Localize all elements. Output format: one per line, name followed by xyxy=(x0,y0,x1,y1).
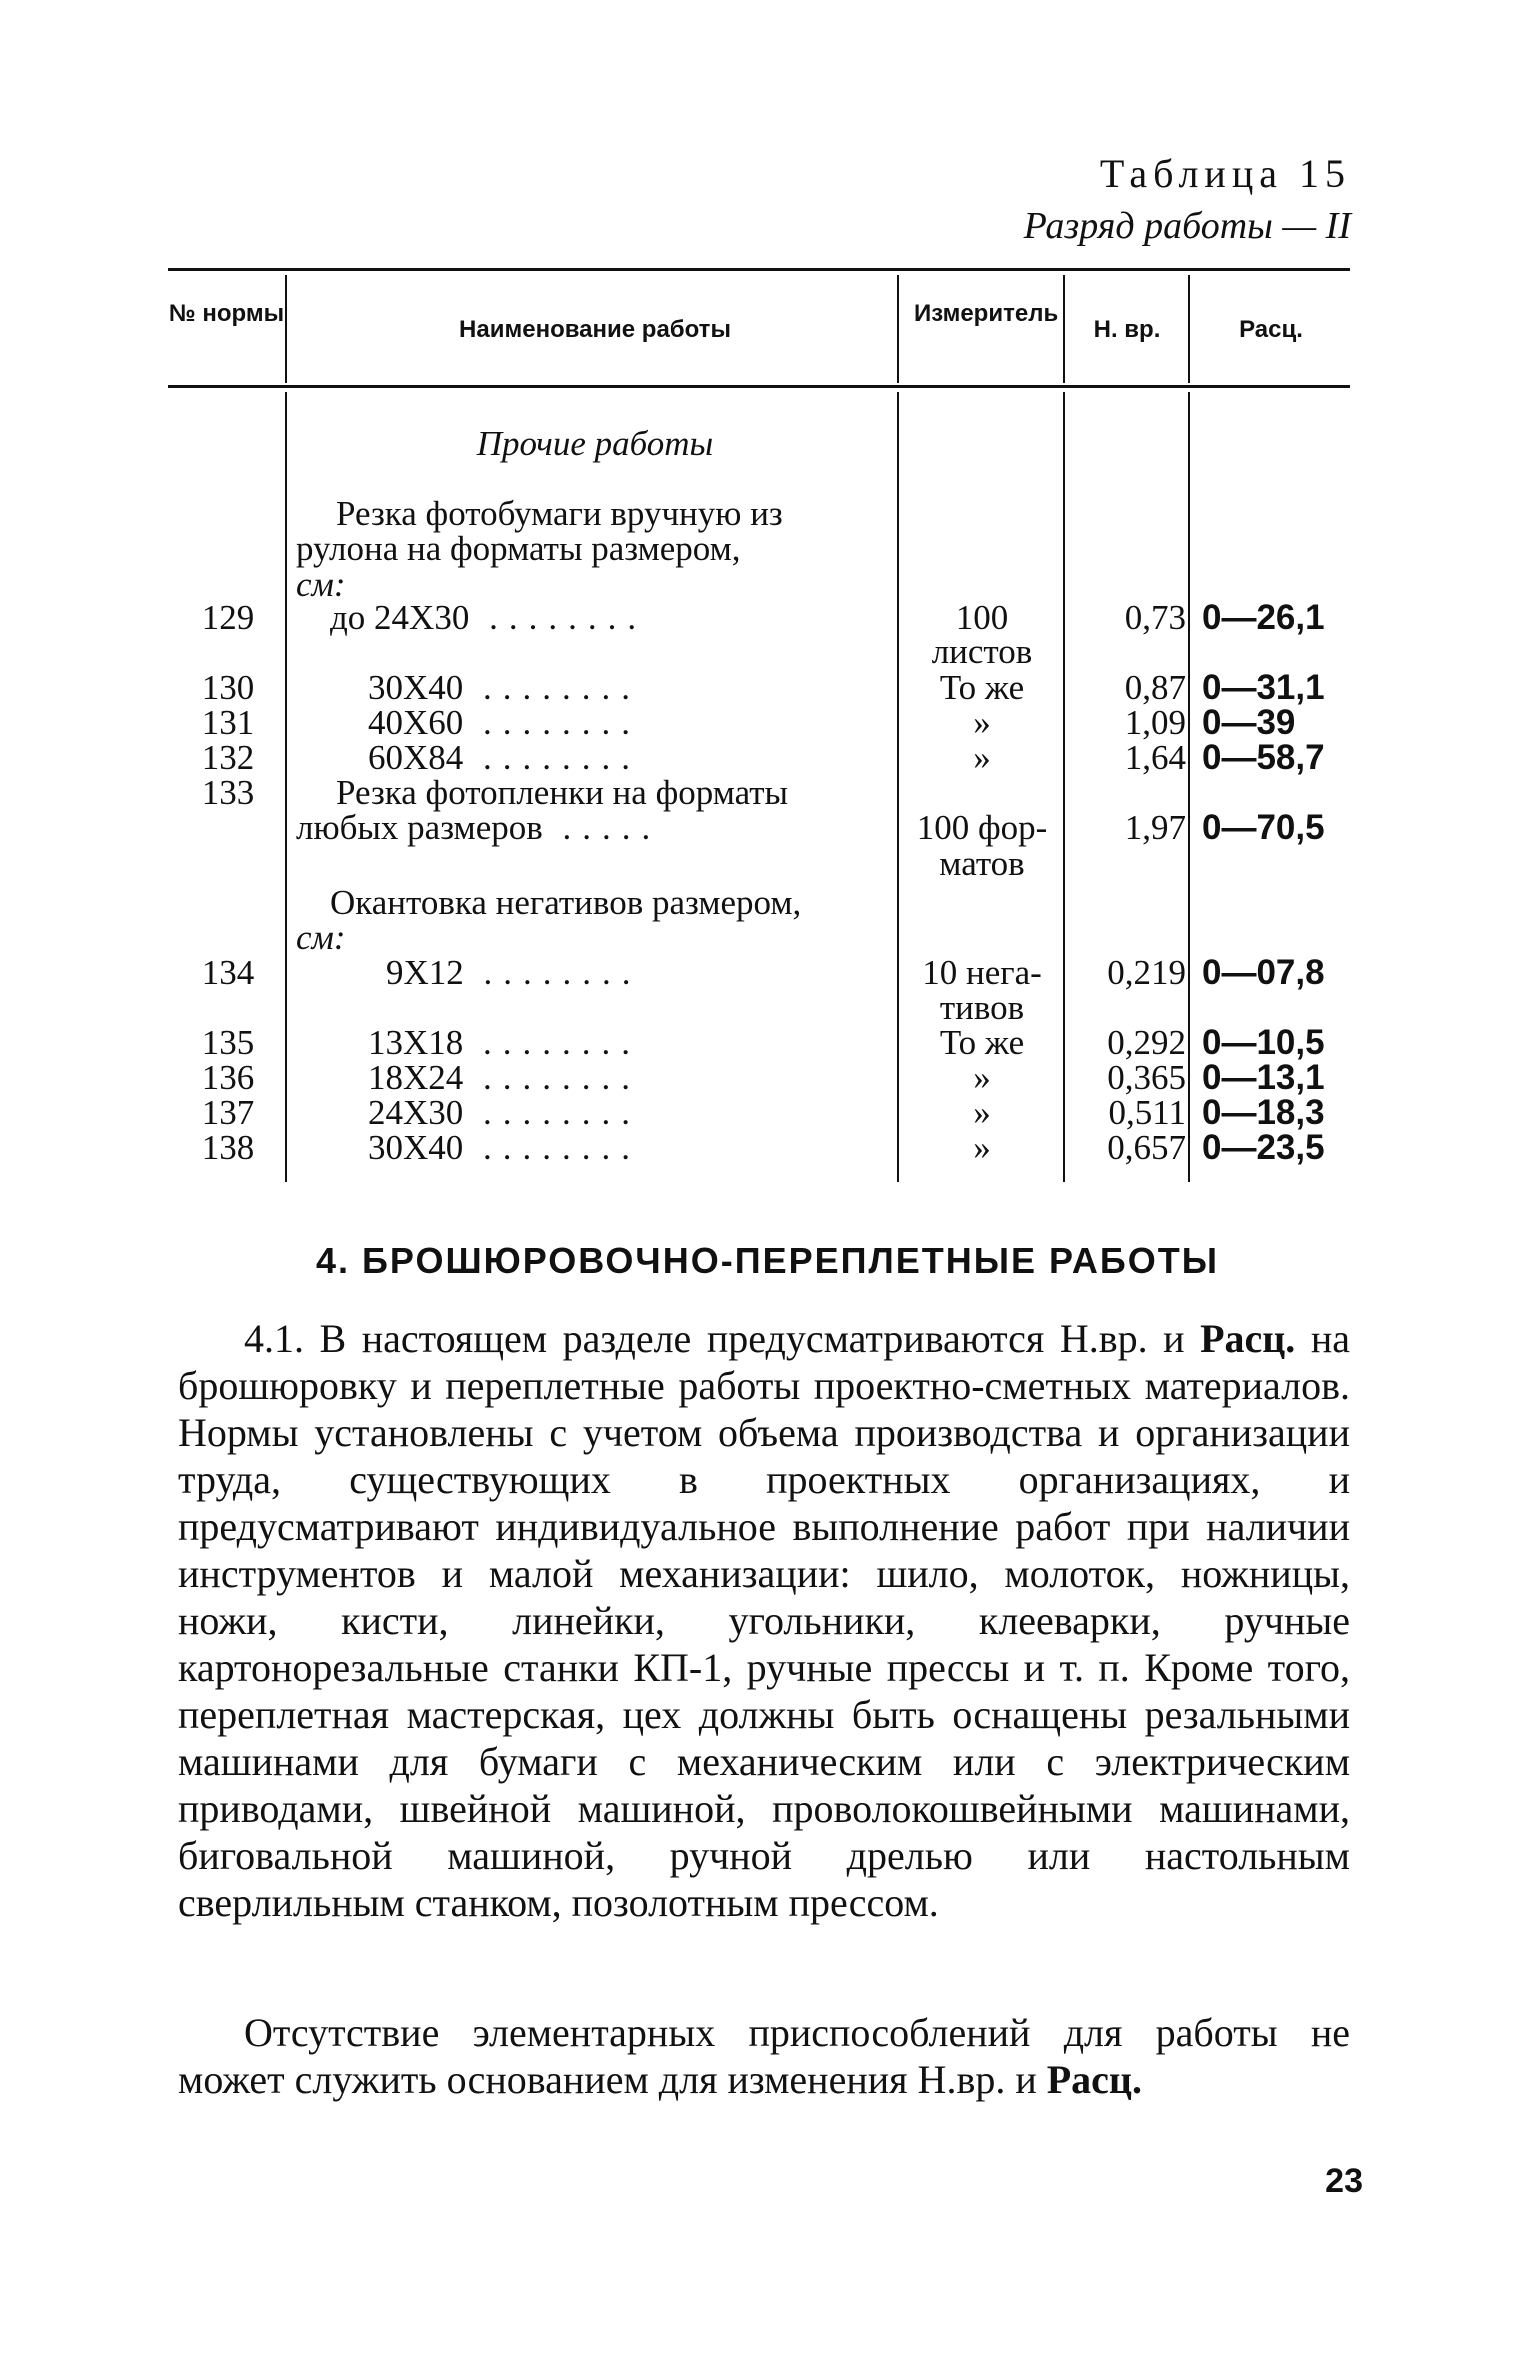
time-norm: 0,73 xyxy=(1124,598,1186,637)
rate: 0—13,1 xyxy=(1202,1058,1325,1097)
unit: То же xyxy=(939,1023,1025,1062)
work-name: до 24X30 ........ xyxy=(330,598,648,637)
work-name-cont: любых размеров ..... xyxy=(296,808,662,847)
time-norm: 0,87 xyxy=(1124,668,1186,707)
rate: 0—23,5 xyxy=(1202,1128,1325,1167)
time-norm: 0,657 xyxy=(1107,1128,1186,1167)
rate: 0—39 xyxy=(1202,703,1296,742)
header-divider xyxy=(1188,275,1190,383)
unit: 10 нега- xyxy=(922,953,1042,992)
unit: » xyxy=(973,1093,991,1132)
work-name: 18X24 ........ xyxy=(368,1058,642,1097)
header-divider xyxy=(285,275,287,383)
work-name: 60X84 ........ xyxy=(368,738,642,777)
norm-number: 130 xyxy=(201,668,255,707)
norm-number: 138 xyxy=(201,1128,255,1167)
header-rate: Расц. xyxy=(1239,316,1303,343)
time-norm: 0,511 xyxy=(1108,1093,1186,1132)
unit-cont: листов xyxy=(931,632,1033,671)
time-norm: 1,09 xyxy=(1124,703,1186,742)
group-heading-line: рулона на форматы размером, xyxy=(296,529,741,568)
rate: 0—58,7 xyxy=(1202,738,1325,777)
norm-number: 129 xyxy=(201,598,255,637)
header-unit: Измеритель xyxy=(914,300,1059,327)
rate: 0—26,1 xyxy=(1202,598,1325,637)
table-header-rule xyxy=(168,385,1350,388)
rate: 0—31,1 xyxy=(1202,668,1325,707)
time-norm: 1,64 xyxy=(1124,738,1186,777)
work-name: Резка фотопленки на форматы xyxy=(336,773,789,812)
unit: 100 фор- xyxy=(916,808,1048,847)
norm-number: 134 xyxy=(201,953,255,992)
time-norm: 1,97 xyxy=(1124,808,1186,847)
unit: То же xyxy=(939,668,1025,707)
column-divider xyxy=(285,392,287,1182)
unit: » xyxy=(973,1058,991,1097)
column-divider xyxy=(897,392,899,1182)
work-name: 9X12 ........ xyxy=(386,953,642,992)
header-norm-no: № нормы xyxy=(168,300,285,327)
column-divider xyxy=(1188,392,1190,1182)
rate: 0—07,8 xyxy=(1202,953,1325,992)
time-norm: 0,365 xyxy=(1107,1058,1186,1097)
unit-cont: матов xyxy=(939,844,1025,883)
subsection-title: Прочие работы xyxy=(476,424,714,463)
time-norm: 0,292 xyxy=(1107,1023,1186,1062)
body-paragraph: Отсутствие элементарных приспособлений для работы не может служить основанием для изменения Н.вр. и Расц. xyxy=(178,2010,1350,2102)
group-heading-line: см: xyxy=(296,565,346,604)
column-divider xyxy=(1063,392,1065,1182)
section-title: 4. БРОШЮРОВОЧНО-ПЕРЕПЛЕТНЫЕ РАБОТЫ xyxy=(316,1240,1219,1281)
work-name: 30X40 ........ xyxy=(368,668,642,707)
unit-cont: тивов xyxy=(939,988,1025,1027)
group-heading-line: Окантовка негативов размером, xyxy=(330,883,802,922)
page-number: 23 xyxy=(1325,2162,1363,2200)
norm-number: 133 xyxy=(201,773,255,812)
norm-number: 132 xyxy=(201,738,255,777)
norm-number: 136 xyxy=(201,1058,255,1097)
header-divider xyxy=(897,275,899,383)
header-divider xyxy=(1063,275,1065,383)
work-name: 40X60 ........ xyxy=(368,703,642,742)
table-top-rule xyxy=(168,268,1350,271)
rate: 0—10,5 xyxy=(1202,1023,1325,1062)
unit: » xyxy=(973,703,991,742)
work-grade: Разряд работы — II xyxy=(1023,205,1351,247)
group-heading-line: см: xyxy=(296,918,346,957)
table-number: Таблица 15 xyxy=(1099,151,1351,196)
norm-number: 131 xyxy=(201,703,255,742)
work-name: 24X30 ........ xyxy=(368,1093,642,1132)
unit: » xyxy=(973,1128,991,1167)
time-norm: 0,219 xyxy=(1107,953,1186,992)
work-name: 30X40 ........ xyxy=(368,1128,642,1167)
header-hv: Н. вр. xyxy=(1093,316,1161,343)
norm-number: 135 xyxy=(201,1023,255,1062)
body-paragraph: 4.1. В настоящем разделе предусматриваются Н.вр. и Расц. на брошюровку и переплетные работы проектно-сметных материалов. Нормы установлены с учетом объема производства и организации труда, существующих в проектных организациях, и предусматривают индивидуальное выполнение работ при наличии инструментов и малой механизации: шило, молоток, ножницы, ножи, кисти, линейки, угольники, клееварки, ручные картонорезальные станки КП-1, ручные прессы и т. п. Кроме того, переплетная мастерская, цех должны быть оснащены резальными машинами для бумаги с механическим или с электрическим приводами, швейной машиной, проволокошвейными машинами, биговальной машиной, ручной дрелью или настольным сверлильным станком, позолотным прессом. xyxy=(178,1316,1350,1925)
group-heading-line: Резка фотобумаги вручную из xyxy=(336,494,783,533)
rate: 0—18,3 xyxy=(1202,1093,1325,1132)
norm-number: 137 xyxy=(201,1093,255,1132)
work-name: 13X18 ........ xyxy=(368,1023,642,1062)
unit: » xyxy=(973,738,991,777)
unit: 100 xyxy=(955,598,1009,637)
header-name: Наименование работы xyxy=(459,316,731,343)
rate: 0—70,5 xyxy=(1202,808,1325,847)
